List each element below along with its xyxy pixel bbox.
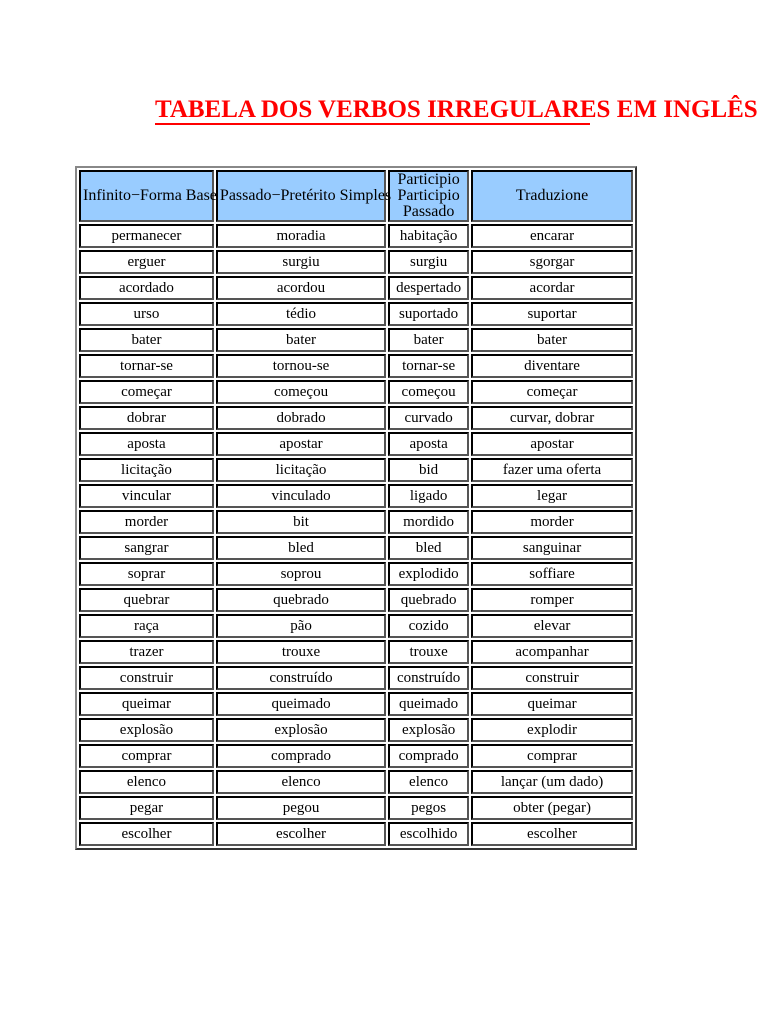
cell-past-simple: bled [216,536,386,560]
table-row [79,796,633,820]
title-underline [155,123,590,125]
cell-past-simple: moradia [216,224,386,248]
table-row [79,302,633,326]
table-row [79,354,633,378]
cell-past-participle: começou [388,380,469,404]
cell-infinitive: elenco [79,770,214,794]
cell-infinitive: queimar [79,692,214,716]
cell-translation: morder [471,510,633,534]
cell-past-simple: bit [216,510,386,534]
table-row [79,770,633,794]
cell-infinitive: sangrar [79,536,214,560]
cell-past-participle: quebrado [388,588,469,612]
cell-past-simple: tornou-se [216,354,386,378]
cell-infinitive: pegar [79,796,214,820]
cell-infinitive: explosão [79,718,214,742]
cell-translation: obter (pegar) [471,796,633,820]
cell-translation: escolher [471,822,633,846]
cell-past-participle: aposta [388,432,469,456]
cell-translation: começar [471,380,633,404]
cell-infinitive: comprar [79,744,214,768]
cell-translation: queimar [471,692,633,716]
table-row [79,250,633,274]
cell-past-participle: tornar-se [388,354,469,378]
cell-past-participle: despertado [388,276,469,300]
cell-past-participle: construído [388,666,469,690]
cell-past-participle: mordido [388,510,469,534]
table-row [79,562,633,586]
cell-past-simple: dobrado [216,406,386,430]
cell-past-simple: pão [216,614,386,638]
cell-infinitive: aposta [79,432,214,456]
cell-infinitive: tornar-se [79,354,214,378]
cell-past-simple: construído [216,666,386,690]
header-infinitive: Infinito−Forma Base [79,170,214,222]
cell-past-participle: explosão [388,718,469,742]
cell-translation: suportar [471,302,633,326]
cell-past-participle: comprado [388,744,469,768]
cell-past-participle: escolhido [388,822,469,846]
cell-infinitive: começar [79,380,214,404]
cell-infinitive: dobrar [79,406,214,430]
cell-translation: curvar, dobrar [471,406,633,430]
cell-infinitive: construir [79,666,214,690]
cell-translation: romper [471,588,633,612]
cell-past-simple: soprou [216,562,386,586]
cell-translation: acompanhar [471,640,633,664]
cell-infinitive: permanecer [79,224,214,248]
table-row [79,432,633,456]
cell-infinitive: raça [79,614,214,638]
table-row [79,276,633,300]
cell-translation: sanguinar [471,536,633,560]
table-body [79,224,633,846]
table-row [79,718,633,742]
cell-past-simple: pegou [216,796,386,820]
cell-past-simple: surgiu [216,250,386,274]
table-row [79,484,633,508]
cell-infinitive: trazer [79,640,214,664]
cell-infinitive: urso [79,302,214,326]
cell-past-participle: habitação [388,224,469,248]
table-row [79,328,633,352]
cell-infinitive: vincular [79,484,214,508]
cell-translation: explodir [471,718,633,742]
table-row [79,536,633,560]
cell-past-simple: licitação [216,458,386,482]
cell-past-participle: suportado [388,302,469,326]
cell-translation: elevar [471,614,633,638]
cell-infinitive: soprar [79,562,214,586]
table-row [79,510,633,534]
cell-past-participle: ligado [388,484,469,508]
cell-translation: soffiare [471,562,633,586]
cell-past-participle: queimado [388,692,469,716]
cell-past-simple: escolher [216,822,386,846]
cell-infinitive: bater [79,328,214,352]
cell-past-participle: explodido [388,562,469,586]
table-row [79,406,633,430]
cell-translation: acordar [471,276,633,300]
cell-past-participle: cozido [388,614,469,638]
cell-past-simple: comprado [216,744,386,768]
table-row [79,614,633,638]
cell-past-participle: elenco [388,770,469,794]
cell-past-simple: queimado [216,692,386,716]
cell-past-simple: explosão [216,718,386,742]
cell-past-simple: quebrado [216,588,386,612]
cell-translation: fazer uma oferta [471,458,633,482]
cell-past-simple: acordou [216,276,386,300]
cell-infinitive: erguer [79,250,214,274]
table-row [79,380,633,404]
page-title: TABELA DOS VERBOS IRREGULARES EM INGLÊS [155,96,758,123]
irregular-verbs-table [75,166,637,850]
header-translation: Traduzione [471,170,633,222]
cell-infinitive: licitação [79,458,214,482]
table-row [79,822,633,846]
cell-past-simple: vinculado [216,484,386,508]
cell-past-simple: apostar [216,432,386,456]
cell-infinitive: escolher [79,822,214,846]
cell-past-simple: começou [216,380,386,404]
cell-past-participle: bled [388,536,469,560]
cell-translation: encarar [471,224,633,248]
table-row [79,692,633,716]
cell-translation: legar [471,484,633,508]
cell-infinitive: morder [79,510,214,534]
header-past-participle: Participio Participio Passado [388,170,469,222]
table-row [79,588,633,612]
cell-past-simple: trouxe [216,640,386,664]
table-row [79,224,633,248]
cell-past-participle: pegos [388,796,469,820]
cell-translation: apostar [471,432,633,456]
table-row [79,458,633,482]
cell-past-simple: bater [216,328,386,352]
cell-translation: sgorgar [471,250,633,274]
cell-past-participle: bid [388,458,469,482]
cell-past-participle: trouxe [388,640,469,664]
cell-past-participle: bater [388,328,469,352]
cell-translation: comprar [471,744,633,768]
cell-translation: diventare [471,354,633,378]
cell-past-participle: surgiu [388,250,469,274]
table-row [79,666,633,690]
header-past-simple: Passado−Pretérito Simples [216,170,386,222]
table-row [79,640,633,664]
cell-translation: bater [471,328,633,352]
cell-translation: lançar (um dado) [471,770,633,794]
table-header-row [79,170,633,222]
cell-translation: construir [471,666,633,690]
table-row [79,744,633,768]
cell-infinitive: quebrar [79,588,214,612]
cell-infinitive: acordado [79,276,214,300]
cell-past-participle: curvado [388,406,469,430]
cell-past-simple: elenco [216,770,386,794]
cell-past-simple: tédio [216,302,386,326]
